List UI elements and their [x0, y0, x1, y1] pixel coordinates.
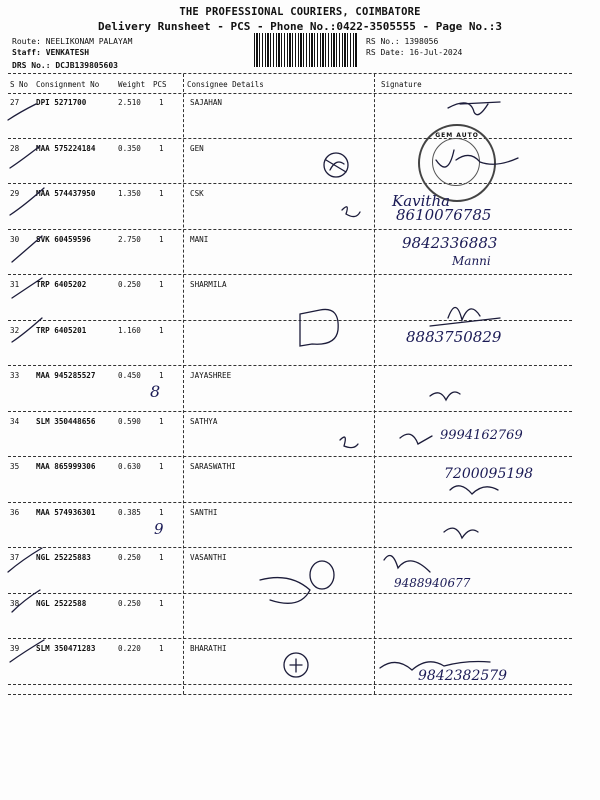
- handwritten-phone-row35: 7200095198: [444, 466, 534, 482]
- row-sno: 28: [10, 143, 20, 153]
- row-weight: 1.350: [118, 189, 141, 198]
- row-consignment-no: TRP 6405202: [36, 280, 87, 289]
- row-consignee: MANI: [190, 234, 209, 244]
- row-weight: 0.385: [118, 507, 141, 517]
- row-consignment-no: TRP 6405201: [36, 325, 87, 335]
- row-weight: 2.510: [118, 98, 141, 107]
- row-consignee: SAJAHAN: [190, 98, 223, 107]
- row-consignment-no: NGL 25225883: [36, 553, 91, 562]
- tick-mark: [8, 104, 36, 120]
- col-header-consignment: Consignment No: [36, 80, 100, 89]
- row-pcs: 1: [159, 143, 164, 153]
- row-consignee: JAYASHREE: [190, 371, 232, 380]
- row-consignee: SATHYA: [190, 416, 218, 426]
- col-header-sno: S No: [10, 80, 29, 89]
- rs-no-value: 1398056: [404, 37, 439, 46]
- rs-date-value: 16-Jul-2024: [409, 48, 463, 57]
- row-pcs: 1: [159, 280, 164, 289]
- row-consignment-no: DPI 5271700: [36, 98, 87, 107]
- row-pcs: 1: [159, 416, 164, 426]
- stamp-text: GEM AUTO: [435, 132, 479, 139]
- row-sno: 38: [10, 598, 20, 608]
- row-pcs: 1: [159, 644, 164, 653]
- col-header-weight: Weight: [118, 80, 146, 89]
- row-weight: 0.250: [118, 280, 141, 289]
- drs-label: DRS No.:: [12, 61, 51, 70]
- row-sno: 34: [10, 416, 20, 426]
- row-sno: 27: [10, 98, 20, 107]
- handwritten-phone-row29: 8610076785: [396, 206, 492, 224]
- document-title: THE PROFESSIONAL COURIERS, COIMBATORE: [179, 6, 421, 18]
- rs-date-label: RS Date:: [366, 48, 405, 57]
- row-weight: 0.630: [118, 462, 141, 471]
- row-consignment-no: MAA 945285527: [36, 371, 96, 380]
- staff-label: Staff:: [12, 48, 41, 57]
- row-weight: 0.350: [118, 143, 141, 153]
- row-sno: 37: [10, 553, 20, 562]
- row-consignee: SANTHI: [190, 507, 218, 517]
- handwritten-phone-row30: 9842336883: [402, 234, 498, 252]
- row-pcs: 1: [159, 98, 164, 107]
- col-header-signature: Signature: [381, 80, 422, 89]
- row-weight: 0.250: [118, 598, 141, 608]
- row-consignment-no: MAA 574936301: [36, 507, 96, 517]
- row-consignee: SARASWATHI: [190, 462, 236, 471]
- row-pcs: 1: [159, 325, 164, 335]
- row-pcs: 1: [159, 598, 164, 608]
- row-weight: 0.590: [118, 416, 141, 426]
- row-consignment-no: MAA 575224184: [36, 143, 96, 153]
- handwritten-phone-row34: 9994162769: [440, 428, 523, 443]
- row-weight: 0.450: [118, 371, 141, 380]
- handwritten-mark-row33: 8: [150, 382, 161, 401]
- handwritten-phone-row32: 8883750829: [406, 328, 502, 346]
- route-value: NEELIKONAM PALAYAM: [45, 37, 133, 46]
- row-consignment-no: MAA 865999306: [36, 462, 96, 471]
- row-pcs: 1: [159, 507, 164, 517]
- row-consignment-no: SVK 60459596: [36, 234, 91, 244]
- row-pcs: 1: [159, 553, 164, 562]
- row-sno: 29: [10, 189, 20, 198]
- row-pcs: 1: [159, 371, 164, 380]
- staff-value: VENKATESH: [45, 48, 90, 57]
- handwritten-phone-row37: 9488940677: [394, 576, 471, 590]
- row-consignee: SHARMILA: [190, 280, 227, 289]
- row-consignee: BHARATHI: [190, 644, 227, 653]
- row-pcs: 1: [159, 234, 164, 244]
- row-pcs: 1: [159, 462, 164, 471]
- row-weight: 0.250: [118, 553, 141, 562]
- col-header-consignee: Consignee Details: [187, 80, 264, 89]
- handwritten-phone-row39: 9842382579: [418, 668, 508, 684]
- row-sno: 33: [10, 371, 20, 380]
- col-header-pcs: PCS: [153, 80, 167, 89]
- row-weight: 2.750: [118, 234, 141, 244]
- row-sno: 36: [10, 507, 20, 517]
- row-consignee: GEN: [190, 143, 204, 153]
- document-subtitle: Delivery Runsheet - PCS - Phone No.:0422-3505555 - Page No.:3: [98, 20, 502, 33]
- handwritten-name-row30: Manni: [452, 254, 491, 268]
- row-sno: 39: [10, 644, 20, 653]
- row-consignee: VASANTHI: [190, 553, 227, 562]
- drs-value: DCJB139805603: [55, 61, 118, 70]
- row-sno: 32: [10, 325, 20, 335]
- handwritten-mark-row36: 9: [154, 520, 164, 538]
- row-weight: 0.220: [118, 644, 141, 653]
- handwritten-name-row29: Kavitha: [392, 192, 451, 210]
- row-weight: 1.160: [118, 325, 141, 335]
- row-consignment-no: SLM 350448656: [36, 416, 96, 426]
- row-consignment-no: MAA 574437950: [36, 189, 96, 198]
- row-sno: 31: [10, 280, 20, 289]
- row-consignee: CSK: [190, 189, 204, 198]
- row-pcs: 1: [159, 189, 164, 198]
- rs-no-label: RS No.:: [366, 37, 400, 46]
- table-rule-bottom: [8, 694, 572, 695]
- row-consignment-no: SLM 350471283: [36, 644, 96, 653]
- row-sno: 30: [10, 234, 20, 244]
- row-consignment-no: NGL 2522588: [36, 598, 87, 608]
- route-label: Route:: [12, 37, 41, 46]
- row-sno: 35: [10, 462, 20, 471]
